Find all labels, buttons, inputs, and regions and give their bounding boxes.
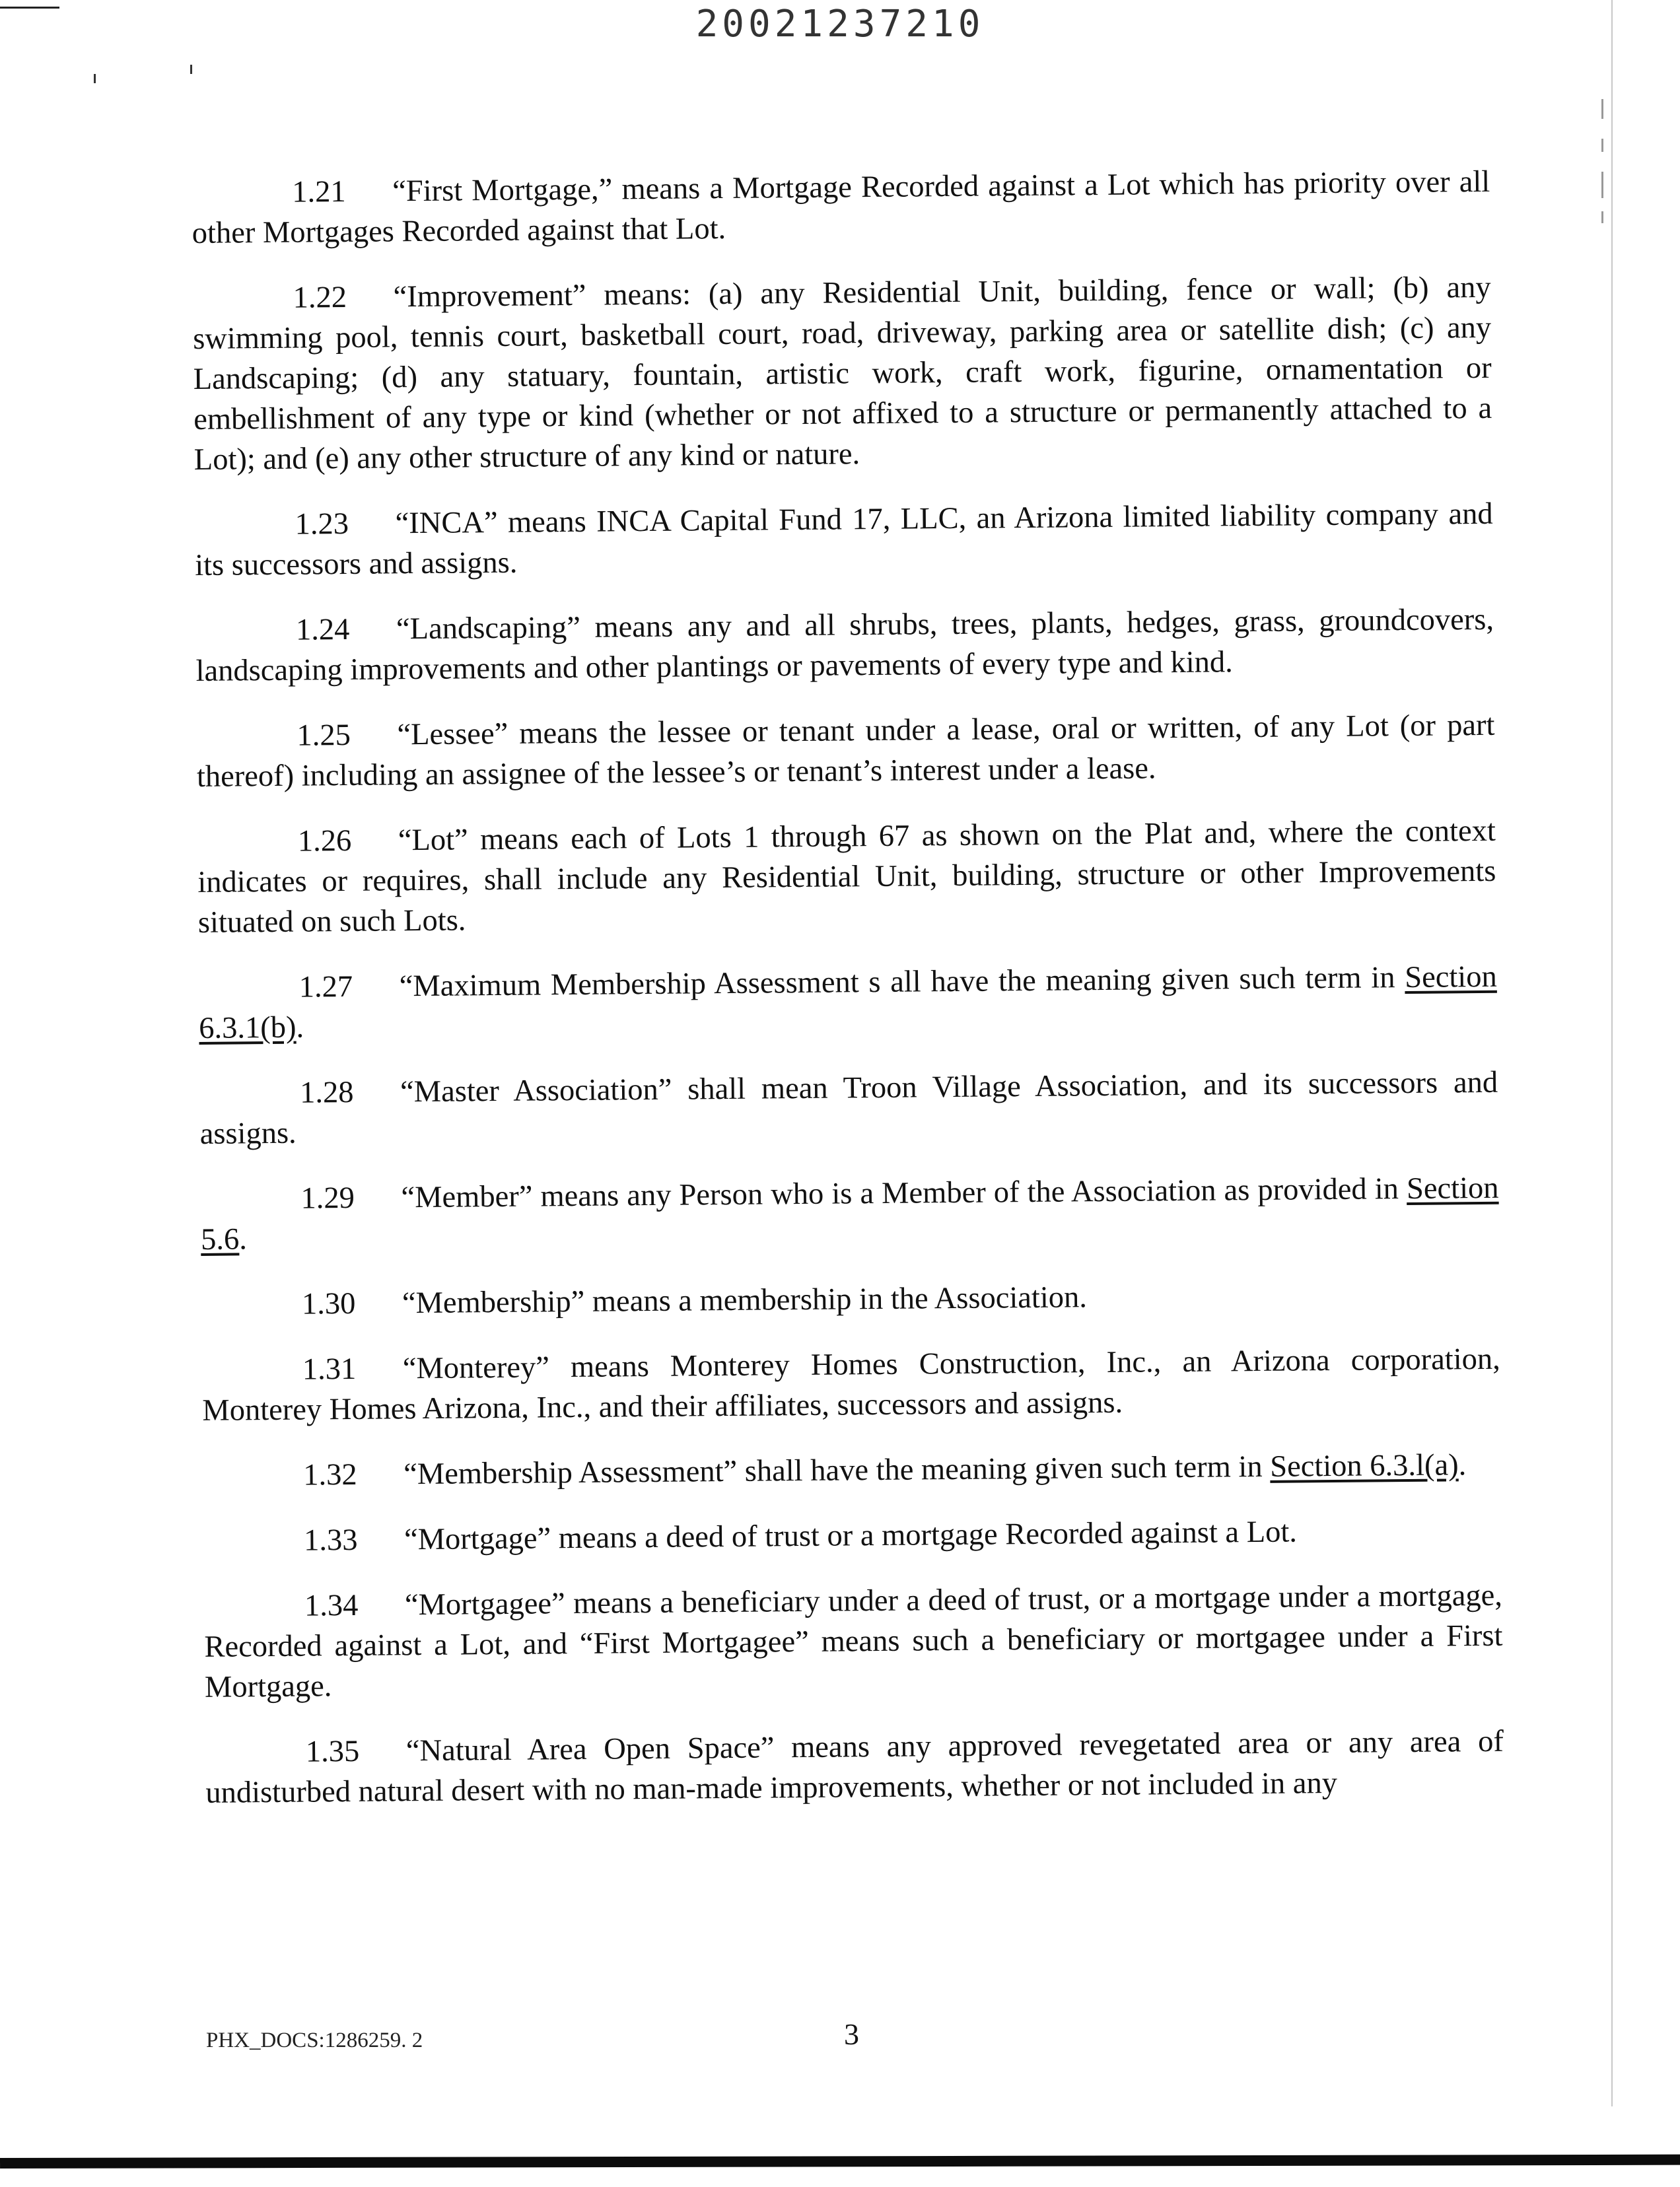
definition-text: “Natural Area Open Space” means any approved revegetated area or any area of undisturbed natural desert with no man-made improvements, whether or not included in any <box>205 1724 1504 1810</box>
definition-number: 1.31 <box>302 1352 357 1387</box>
definition-1-27 <box>199 957 1498 1049</box>
definition-text: “Member” means any Person who is a Member of the Association as provided in <box>401 1172 1399 1215</box>
definition-1-25 <box>196 705 1495 797</box>
definition-tail: . <box>1458 1448 1467 1482</box>
definition-number: 1.34 <box>304 1588 359 1623</box>
definition-number: 1.22 <box>293 280 347 315</box>
definition-text: “Monterey” means Monterey Homes Construction, Inc., an Arizona corporation, Monterey Homes Arizona, Inc., and their affiliates, successors and assigns. <box>202 1342 1500 1428</box>
definition-1-26 <box>197 811 1497 943</box>
definition-1-32 <box>203 1445 1501 1496</box>
definition-number: 1.27 <box>298 969 353 1004</box>
definition-number: 1.32 <box>302 1457 357 1492</box>
definition-number: 1.29 <box>300 1181 355 1216</box>
definition-number: 1.24 <box>295 612 350 647</box>
scan-speckle <box>1601 172 1603 198</box>
definition-number: 1.26 <box>297 823 352 858</box>
footer-document-id: PHX_DOCS:1286259. 2 <box>206 2029 423 2052</box>
definition-text: “First Mortgage,” means a Mortgage Recorded against a Lot which has priority over all other Mortgages Recorded against that Lot. <box>192 164 1490 250</box>
definition-1-30 <box>201 1274 1500 1325</box>
definition-number: 1.21 <box>292 174 346 209</box>
definition-number: 1.23 <box>295 506 349 541</box>
scan-speckle <box>1601 211 1603 223</box>
definition-number: 1.33 <box>303 1523 358 1558</box>
definition-1-34 <box>204 1576 1504 1708</box>
page-number: 3 <box>844 2017 859 2051</box>
definition-1-21 <box>192 162 1490 254</box>
definition-1-29 <box>200 1168 1499 1260</box>
definition-text: “Membership Assessment” shall have the meaning given such term in <box>403 1449 1263 1492</box>
definition-1-28 <box>199 1062 1498 1154</box>
definition-text: “Improvement” means: (a) any Residential Unit, building, fence or wall; (b) any swimming pool, tennis court, basketball court, road, driveway, parking area or satellite dish; (c) any Landscaping; (d) any statuary, fountain, artistic work, craft work, figurine, ornamentation or embellishment of any type or kind (whether or not affixed to a structure or permanently attached to a Lot); and (e) any other structure of any kind or nature. <box>192 270 1492 477</box>
definition-tail: . <box>296 1010 304 1045</box>
bottom-edge-bar <box>0 2155 1680 2169</box>
definition-text: “Lot” means each of Lots 1 through 67 as shown on the Plat and, where the context indicates or requires, shall include any Residential Unit, building, structure or other Improvements situated on such Lots. <box>197 814 1496 940</box>
definition-1-31 <box>202 1339 1501 1431</box>
definition-text: “Lessee” means the lessee or tenant under a lease, oral or written, of any Lot (or part thereof) including an assignee of the lessee’s or tenant’s interest under a lease. <box>196 708 1495 794</box>
definition-1-22 <box>192 267 1492 480</box>
definition-number: 1.30 <box>301 1286 356 1321</box>
section-reference-link[interactable]: Section 6.3.l(a) <box>1269 1448 1459 1484</box>
definitions-section <box>192 162 1504 1838</box>
definition-1-35 <box>205 1721 1504 1813</box>
scan-speckle <box>1601 99 1603 119</box>
scan-mark <box>190 65 192 74</box>
scan-speckle <box>1601 139 1603 152</box>
definition-text: “Master Association” shall mean Troon Village Association, and its successors and assigns. <box>199 1065 1498 1151</box>
page-edge <box>1611 0 1613 2106</box>
definition-number: 1.25 <box>297 718 351 753</box>
definition-text: “Mortgagee” means a beneficiary under a deed of trust, or a mortgage under a mortgage, Recorded against a Lot, and “First Mortgagee” means such a beneficiary or mortgagee under a First Mortgage. <box>204 1578 1503 1704</box>
definition-1-24 <box>195 600 1494 691</box>
section-reference-link[interactable]: Section 5.6 <box>200 1171 1499 1257</box>
definition-1-23 <box>194 494 1493 586</box>
definition-text: “Landscaping” means any and all shrubs, trees, plants, hedges, grass, groundcovers, landscaping improvements and other plantings or pavements of every type and kind. <box>195 602 1494 688</box>
definition-text: “INCA” means INCA Capital Fund 17, LLC, an Arizona limited liability company and its successors and assigns. <box>194 497 1493 582</box>
section-reference-link[interactable]: Section 6.3.1(b) <box>199 959 1497 1045</box>
definition-number: 1.35 <box>305 1734 360 1769</box>
definition-text: “Maximum Membership Assessment s all have the meaning given such term in <box>399 961 1395 1004</box>
definition-text: “Mortgage” means a deed of trust or a mortgage Recorded against a Lot. <box>403 1515 1298 1557</box>
definition-text: “Membership” means a membership in the Association. <box>402 1280 1088 1321</box>
definition-number: 1.28 <box>299 1075 354 1110</box>
document-number: 20021237210 <box>695 3 985 46</box>
definition-tail: . <box>238 1222 248 1257</box>
scan-mark <box>94 74 96 83</box>
definition-1-33 <box>203 1510 1502 1562</box>
